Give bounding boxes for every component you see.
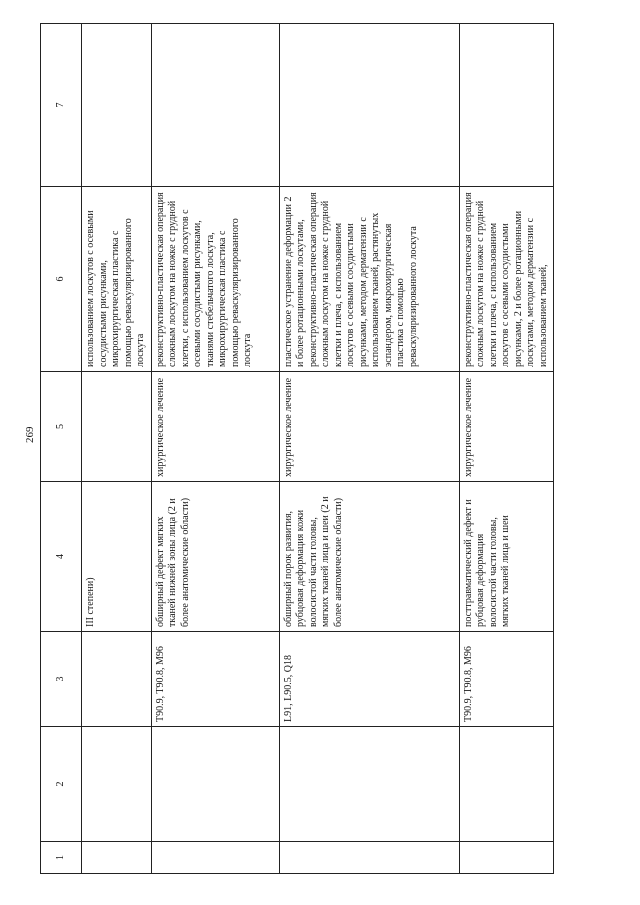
cell-profile (82, 727, 152, 842)
cell-treatment: хирургическое лечение (459, 372, 554, 482)
cell-treatment: хирургическое лечение (279, 372, 459, 482)
cell-method: пластическое устранение деформации 2 и более ротационными лоскутами, реконструктивно-пластическая операция сложным лоскутом на ножке с грудной клетки и плеча, с использованием лоскутов с осевыми сосудистыми рисунками, методом дерматензии с использованием тканей, растянутых эспандером, микрохирургическая пластика с помощью реваскуляризированного лоскута (279, 187, 459, 372)
cell-number (459, 842, 554, 874)
cell-codes: T90.9, T90.8, M96 (151, 632, 279, 727)
cell-diagnosis: обширный дефект мягких тканей нижней зоны лица (2 и более анатомические области) (151, 482, 279, 632)
table-row (279, 24, 459, 874)
cell-profile (459, 727, 554, 842)
cell-method: использованием лоскутов с осевыми сосудистыми рисунками, микрохирургическая пластика с помощью реваскуляризированного лоскута (82, 187, 152, 372)
cell-number (151, 842, 279, 874)
cell-codes: L91, L90.5, Q18 (279, 632, 459, 727)
cell-method: реконструктивно-пластическая операция сложным лоскутом на ножке с грудной клетки, с использованием лоскутов с осевыми сосудистыми рисунками, тканями стебельчатого лоскута, микрохирургическая пластика с помощью реваскуляризированного лоскута (151, 187, 279, 372)
page-number: 269 (24, 426, 36, 443)
table-row (459, 24, 554, 874)
column-header-4: 4 (41, 482, 82, 632)
column-header-2: 2 (41, 727, 82, 842)
column-header-6: 6 (41, 187, 82, 372)
column-header-1: 1 (41, 842, 82, 874)
cell-diagnosis: III степени) (82, 482, 152, 632)
cell-diagnosis: посттравматический дефект и рубцовая деформация волосистой части головы, мягких тканей лица и шеи (459, 482, 554, 632)
cell-profile (279, 727, 459, 842)
cell-treatment (82, 372, 152, 482)
table-row (151, 24, 279, 874)
cell-codes: T90.9, T90.8, M96 (459, 632, 554, 727)
column-header-7: 7 (41, 24, 82, 187)
cell-codes (82, 632, 152, 727)
column-header-5: 5 (41, 372, 82, 482)
cell-extra (279, 24, 459, 187)
cell-extra (459, 24, 554, 187)
cell-number (279, 842, 459, 874)
cell-treatment: хирургическое лечение (151, 372, 279, 482)
cell-number (82, 842, 152, 874)
cell-profile (151, 727, 279, 842)
table-row (82, 24, 152, 874)
header-row (41, 24, 82, 874)
column-header-3: 3 (41, 632, 82, 727)
cell-extra (82, 24, 152, 187)
cell-method: реконструктивно-пластическая операция сложным лоскутом на ножке с грудной клетки и плеча, с использованием лоскутов с осевыми сосудистыми рисунками, 2 и более ротационными лоскутами, методом дерматензии с использованием тканей, (459, 187, 554, 372)
procedures-table (40, 23, 554, 874)
rotated-page (40, 24, 620, 874)
cell-diagnosis: обширный порок развития, рубцовая деформация кожи волосистой части головы, мягких тканей лица и шеи (2 и более анатомические области) (279, 482, 459, 632)
cell-extra (151, 24, 279, 187)
